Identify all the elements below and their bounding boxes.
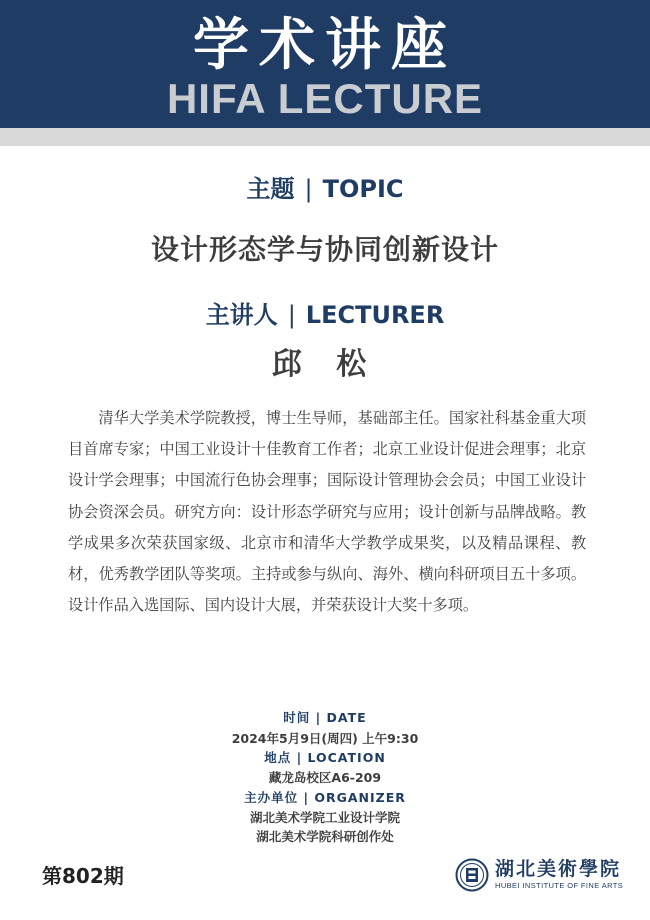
issue-number: 第802期 xyxy=(42,864,124,888)
topic-label-en: TOPIC xyxy=(322,175,404,203)
header-stripe xyxy=(0,128,650,146)
location-label xyxy=(0,748,650,768)
lecturer-separator: | xyxy=(287,301,296,329)
organizer-label-text: 主办单位 | ORGANIZER xyxy=(244,790,406,805)
topic-separator: | xyxy=(304,175,313,203)
organizer-label xyxy=(0,788,650,808)
topic-title: 设计形态学与协同创新设计 xyxy=(150,233,499,266)
lecturer-bio: 清华大学美术学院教授，博士生导师，基础部主任。国家社科基金重大项目首席专家；中国工业设计十佳教育工作者；北京工业设计促进会理事；北京设计学会理事；中国流行色协会理事；国际设计管理协会会员；中国工业设计协会资深会员。研究方向：设计形态学研究与应用；设计创新与品牌战略。教学成果多次荣获国家级、北京市和清华大学教学成果奖，以及精品课程、教材，优秀教学团队等奖项。主持或参与纵向、海外、横向科研项目五十多项。设计作品入选国际、国内设计大展，并荣获设计大奖十多项。 xyxy=(68,409,586,615)
lecturer-name: 邱 松 xyxy=(271,347,379,382)
header-title: 学术讲座 xyxy=(193,13,457,78)
topic-label-cn: 主题 xyxy=(246,175,295,203)
lecturer-label-cn: 主讲人 xyxy=(205,301,278,329)
location-label-text: 地点 | LOCATION xyxy=(264,750,386,765)
time-label xyxy=(0,708,650,728)
lecturer-heading xyxy=(0,300,650,330)
seal-icon xyxy=(455,858,489,892)
organizer-1-text: 湖北美术学院工业设计学院 xyxy=(249,810,400,825)
header-subtitle: HIFA LECTURE xyxy=(166,75,484,122)
header-banner xyxy=(0,0,650,128)
time-value xyxy=(0,729,650,749)
organizer-2-text: 湖北美术学院科研创作处 xyxy=(256,829,394,844)
institute-logo xyxy=(455,858,625,894)
logo-english-name: HUBEI INSTITUTE OF FINE ARTS xyxy=(495,881,624,890)
organizer-line-1 xyxy=(0,808,650,828)
logo-name: 湖北美術學院 xyxy=(495,858,622,880)
time-value-text: 2024年5月9日(周四) 上午9:30 xyxy=(231,731,419,746)
organizer-line-2 xyxy=(0,827,650,847)
time-label-text: 时间 | DATE xyxy=(283,710,367,725)
location-value xyxy=(0,768,650,788)
location-value-text: 藏龙岛校区A6-209 xyxy=(268,770,382,785)
lecturer-label-en: LECTURER xyxy=(305,301,445,329)
topic-heading xyxy=(0,174,650,204)
